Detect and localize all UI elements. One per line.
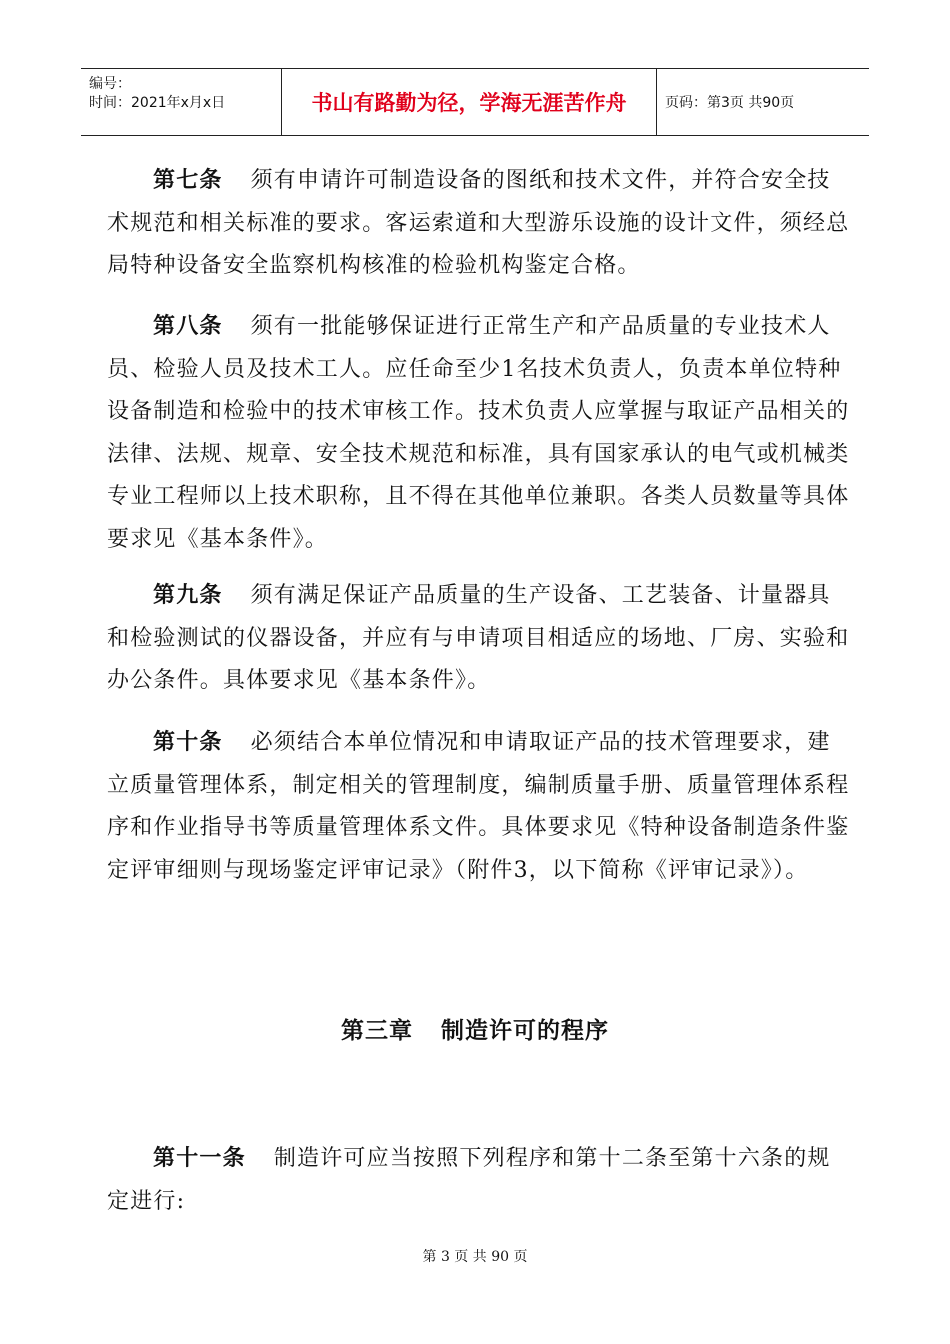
chapter-number: 第三章 bbox=[341, 1018, 413, 1044]
article-text: 须有满足保证产品质量的生产设备、工艺装备、计量器具和检验测试的仪器设备，并应有与申请项目相适应的场地、厂房、实验和办公条件。具体要求见《基本条件》。 bbox=[107, 583, 850, 693]
article-number: 第十条 bbox=[153, 730, 223, 755]
page-footer: 第 3 页 共 90 页 bbox=[422, 1249, 528, 1265]
article-10 bbox=[107, 722, 852, 892]
article-number: 第十一条 bbox=[153, 1146, 246, 1171]
article-number: 第八条 bbox=[153, 314, 223, 339]
article-text: 须有一批能够保证进行正常生产和产品质量的专业技术人员、检验人员及技术工人。应任命至少1名技术负责人，负责本单位特种设备制造和检验中的技术审核工作。技术负责人应掌握与取证产品相关的法律、法规、规章、安全技术规范和标准，具有国家承认的电气或机械类专业工程师以上技术职称，且不得在其他单位兼职。各类人员数量等具体要求见《基本条件》。 bbox=[107, 314, 850, 552]
article-7 bbox=[107, 160, 852, 288]
article-text: 须有申请许可制造设备的图纸和技术文件，并符合安全技术规范和相关标准的要求。客运索道和大型游乐设施的设计文件，须经总局特种设备安全监察机构核准的检验机构鉴定合格。 bbox=[107, 168, 850, 278]
chapter-heading bbox=[0, 1012, 950, 1045]
document-number-label: 编号： bbox=[89, 76, 131, 92]
article-number: 第七条 bbox=[153, 168, 223, 193]
document-date-label: 时间：2021年x月x日 bbox=[89, 95, 226, 111]
page-header bbox=[81, 68, 869, 136]
header-page-info: 页码：第3页 共90页 bbox=[665, 95, 795, 111]
article-text: 制造许可应当按照下列程序和第十二条至第十六条的规定进行: bbox=[107, 1146, 831, 1214]
chapter-title: 制造许可的程序 bbox=[441, 1018, 609, 1044]
article-9 bbox=[107, 575, 852, 703]
article-8 bbox=[107, 306, 852, 561]
article-text: 必须结合本单位情况和申请取证产品的技术管理要求，建立质量管理体系，制定相关的管理制度，编制质量手册、质量管理体系程序和作业指导书等质量管理体系文件。具体要求见《特种设备制造条件鉴定评审细则与现场鉴定评审记录》（附件3，以下简称《评审记录》）。 bbox=[107, 730, 850, 883]
article-number: 第九条 bbox=[153, 583, 223, 608]
header-meta bbox=[81, 69, 281, 135]
article-11 bbox=[107, 1138, 852, 1223]
header-motto: 书山有路勤为径，学海无涯苦作舟 bbox=[281, 69, 657, 135]
